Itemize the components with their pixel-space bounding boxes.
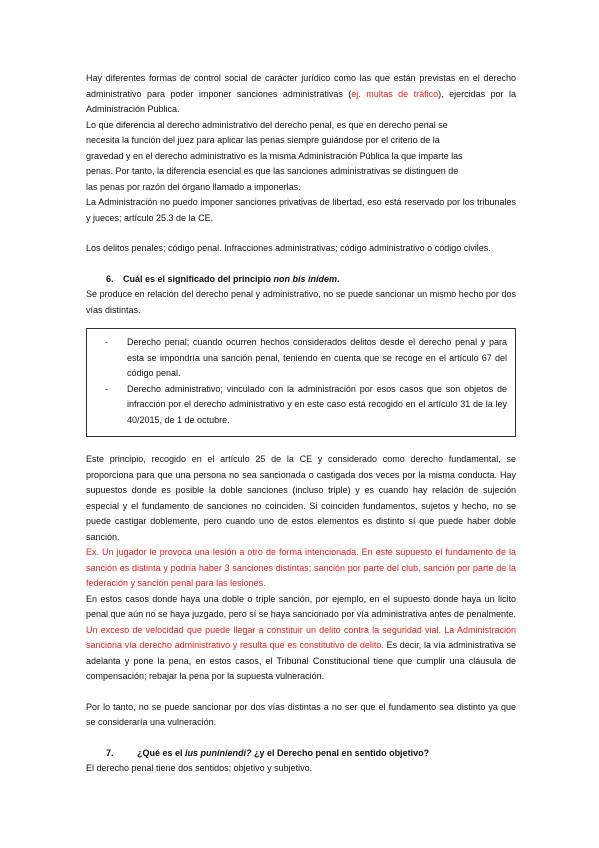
list-item <box>97 382 507 429</box>
list-item-text: Derecho penal; cuando ocurren hechos considerados delitos desde el derecho penal y para esta se impondría una sanción penal, teniendo en cuenta que se recoge en el artículo 67 del código penal. <box>127 337 507 378</box>
question-text: . <box>337 273 340 284</box>
highlighted-example: ej. multas de tráfico <box>351 88 439 99</box>
paragraph-line: las penas por razón del órgano llamado a imponerlas. <box>86 181 301 192</box>
paragraph-line: necesita la función del juez para aplicar las penas siempre guiándose por el criterio de la <box>86 135 440 145</box>
question-number: 7. <box>106 747 114 758</box>
question-text: ¿y el Derecho penal en sentido objetivo? <box>251 747 430 758</box>
paragraph-line: gravedad y en el derecho administrativo es la misma Administración Pública la que imparte las <box>86 150 463 161</box>
paragraph-senses: El derecho penal tiene dos sentidos; objetivo y subjetivo. <box>86 763 313 773</box>
question-heading-6 <box>86 272 516 288</box>
paragraph-non-bis: Se produce en relación del derecho penal y administrativo, no se puede sancionar un mismo hecho por dos vías distintas. <box>86 289 516 315</box>
document-page <box>86 71 516 777</box>
question-italic-term: ius puniniendi? <box>185 747 252 758</box>
paragraph-social-control <box>86 71 516 118</box>
paragraph-text: En estos casos donde haya una doble o triple sanción, por ejemplo, en el supuesto donde haya un licito penal que aún no se haya juzgado, pero sí se haya sancionado por vía administrativa antes de penalmente. <box>86 593 516 619</box>
question-heading-7 <box>86 746 516 762</box>
paragraph-text: Es decir, la vía administrativa se adelanta y pone la pena, en estos casos, el Tribunal Constitucional tiene que cumplir una cláusula de compensación; rebajar la pena por la supuesta vulneración. <box>86 640 516 681</box>
paragraph-difference <box>86 118 516 196</box>
paragraph-double-sanction <box>86 592 516 685</box>
paragraph-conclusion: Por lo tanto, no se puede sancionar por dos vías distintas a no ser que el fundamento sea distinto ya que se consideraría una vulneración. <box>86 701 516 727</box>
bullet-list <box>97 335 507 428</box>
list-item-text: Derecho administrativo; vinculado con la administración por esos casos que son objetos de infracción por el derecho administrativo y en este caso está recogido en el artículo 31 de la ley 40/2015, de 1 de octubre. <box>127 383 507 425</box>
paragraph-line: Lo que diferencia al derecho administrativo del derecho penal, es que en derecho penal se <box>86 119 448 130</box>
paragraph-line: penas. Por tanto, la diferencia esencial es que las sanciones administrativas se distinguen de <box>86 166 459 176</box>
question-text: Cuál es el significado del principio <box>123 273 274 284</box>
dash-bullet: - <box>105 337 108 347</box>
question-text: ¿Qué es el <box>137 747 186 758</box>
paragraph-liberty: La Administración no puedo imponer sanciones privativas de libertad, eso está reservado por los tribunales y jueces; artículo 25.3 de la CE. <box>86 197 516 223</box>
question-italic-term: non bis inídem <box>273 273 338 284</box>
question-number: 6. <box>106 273 114 284</box>
dash-bullet: - <box>105 383 108 394</box>
highlighted-example: Un exceso de velocidad que puede llegar a constituir un delito contra la seguridad vial. La Administración sanciona vía derecho administrativo y resulta que es constitutivo de delito. <box>86 624 516 650</box>
list-item <box>97 335 507 382</box>
paragraph-codes: Los delitos penales; código penal. Infracciones administrativas; código administrativo o código civiles. <box>86 243 491 253</box>
bordered-list-box <box>86 328 516 437</box>
paragraph-principle: Este principio, recogido en el artículo 25 de la CE y considerado como derecho fundamental, se proporciona para que una persona no sea sancionada o castigada dos veces por la misma conducta. Hay supuestos donde es posible la doble sanciones (incluso triple) y es cuando hay relación de sujeción especial y el fundamento de sanciones no coinciden. Si coinciden fundamentos, sujetos y hecho, no se puede castigar doblemente, pero cuando uno de estos elementos es distinto sí que puede haber doble sanción. <box>86 454 516 542</box>
example-paragraph: Ex. Un jugador le provoca una lesión a otro de forma intencionada. En este supuesto el fundamento de la sanción es distinta y podría haber 3 sanciones distintas; sanción por parte del club, sanción por parte de la federación y sanción penal para las lesiones. <box>86 547 516 588</box>
paragraph-text: ), ejercidas por la Administración Publica. <box>86 88 516 114</box>
paragraph-text: Hay diferentes formas de control social de carácter jurídico como las que están previstas en el derecho administrativo para poder imponer sanciones administrativas ( <box>86 73 516 99</box>
